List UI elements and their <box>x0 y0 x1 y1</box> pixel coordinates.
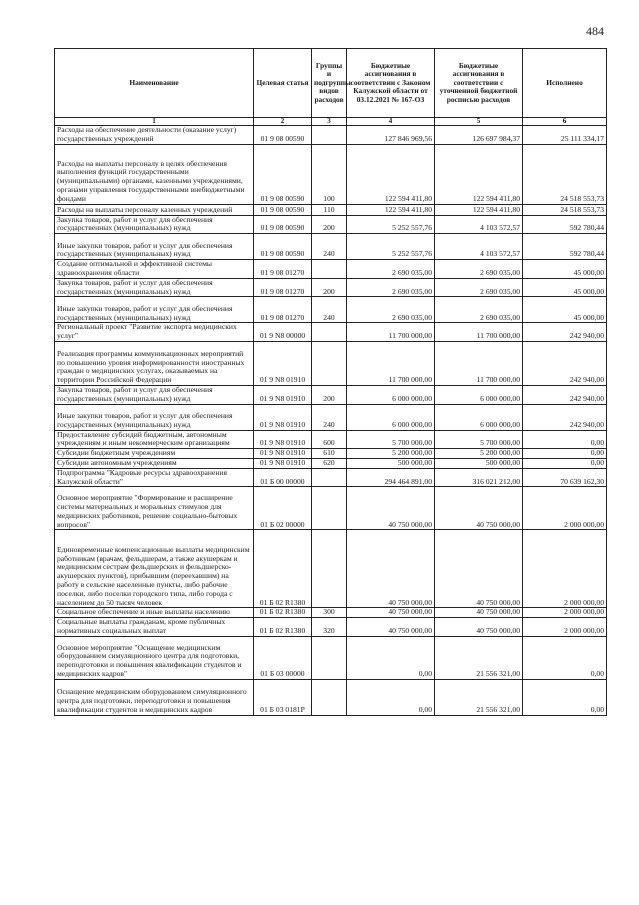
expense-group-cell: 200 <box>312 385 347 404</box>
executed-cell: 25 111 334,17 <box>523 126 607 145</box>
row-name-cell: Закупка товаров, работ и услуг для обеспечения государственных (муниципальных) нужд <box>55 278 254 297</box>
law-allocation-cell: 127 846 969,56 <box>347 126 435 145</box>
executed-cell: 2 000 000,00 <box>523 530 607 608</box>
expense-group-cell: 110 <box>312 204 347 215</box>
target-article-cell: 01 9 08 00590 <box>254 144 312 204</box>
updated-allocation-cell: 40 750 000,00 <box>435 487 523 530</box>
expense-group-cell: 100 <box>312 144 347 204</box>
updated-allocation-cell: 5 700 000,00 <box>435 430 523 449</box>
row-name-cell: Закупка товаров, работ и услуг для обеспечения государственных (муниципальных) нужд <box>55 385 254 404</box>
executed-cell: 45 000,00 <box>523 260 607 279</box>
column-number: 6 <box>523 118 607 126</box>
expense-group-cell <box>312 126 347 145</box>
executed-cell: 0,00 <box>523 449 607 459</box>
target-article-cell: 01 Б 02 R1380 <box>254 530 312 608</box>
table-row <box>55 487 607 530</box>
header-updated-allocations: Бюджетные ассигнования в соответствии с уточненной бюджетной росписью расходов <box>435 49 523 118</box>
executed-cell: 2 000 000,00 <box>523 487 607 530</box>
expense-group-cell <box>312 341 347 385</box>
law-allocation-cell: 122 594 411,80 <box>347 204 435 215</box>
executed-cell: 592 780,44 <box>523 215 607 234</box>
row-name-cell: Социальное обеспечение и иные выплаты населению <box>55 608 254 618</box>
executed-cell: 24 518 553,73 <box>523 204 607 215</box>
executed-cell: 242 940,00 <box>523 404 607 430</box>
executed-cell: 0,00 <box>523 458 607 468</box>
column-number: 4 <box>347 118 435 126</box>
updated-allocation-cell: 316 021 212,00 <box>435 468 523 487</box>
expense-group-cell <box>312 260 347 279</box>
law-allocation-cell: 5 200 000,00 <box>347 449 435 459</box>
updated-allocation-cell: 40 750 000,00 <box>435 618 523 637</box>
executed-cell: 45 000,00 <box>523 297 607 323</box>
table-row <box>55 297 607 323</box>
target-article-cell: 01 9 N8 01910 <box>254 341 312 385</box>
law-allocation-cell: 2 690 035,00 <box>347 278 435 297</box>
law-allocation-cell: 5 700 000,00 <box>347 430 435 449</box>
column-number: 2 <box>254 118 312 126</box>
row-name-cell: Субсидии бюджетным учреждениям <box>55 449 254 459</box>
row-name-cell: Единовременные компенсационные выплаты медицинским работникам (врачам, фельдшерам, а также акушеркам и медицинским сестрам фельдшерских и фельдшерско-акушерских пунктов), прибывшим (переехавшим) на работу в сельские населенные пункты, либо рабочие поселки, либо поселки городского типа, либо города с населением до 50 тысяч человек <box>55 530 254 608</box>
executed-cell: 592 780,44 <box>523 234 607 260</box>
table-row <box>55 323 607 342</box>
target-article-cell: 01 Б 02 R1380 <box>254 618 312 637</box>
updated-allocation-cell: 2 690 035,00 <box>435 297 523 323</box>
target-article-cell: 01 9 08 01270 <box>254 278 312 297</box>
target-article-cell: 01 9 N8 01910 <box>254 404 312 430</box>
updated-allocation-cell: 4 103 572,57 <box>435 215 523 234</box>
row-name-cell: Предоставление субсидий бюджетным, автономным учреждениям и иным некоммерческим организациям <box>55 430 254 449</box>
table-row <box>55 458 607 468</box>
executed-cell: 2 000 000,00 <box>523 618 607 637</box>
column-number: 1 <box>55 118 254 126</box>
updated-allocation-cell: 6 000 000,00 <box>435 404 523 430</box>
updated-allocation-cell: 40 750 000,00 <box>435 530 523 608</box>
row-name-cell: Реализация программы коммуникационных мероприятий по повышению уровня информированности иностранных граждан о медицинских услугах, оказываемых на территории Российской Федерации <box>55 341 254 385</box>
table-row <box>55 204 607 215</box>
row-name-cell: Социальные выплаты гражданам, кроме публичных нормативных социальных выплат <box>55 618 254 637</box>
executed-cell: 242 940,00 <box>523 385 607 404</box>
law-allocation-cell: 6 000 000,00 <box>347 404 435 430</box>
table-row <box>55 144 607 204</box>
law-allocation-cell: 0,00 <box>347 679 435 715</box>
expense-group-cell <box>312 636 347 679</box>
expense-group-cell <box>312 323 347 342</box>
row-name-cell: Иные закупки товаров, работ и услуг для обеспечения государственных (муниципальных) нужд <box>55 234 254 260</box>
row-name-cell: Расходы на обеспечение деятельности (оказание услуг) государственных учреждений <box>55 126 254 145</box>
target-article-cell: 01 9 N8 01910 <box>254 385 312 404</box>
target-article-cell: 01 9 N8 01910 <box>254 430 312 449</box>
row-name-cell: Иные закупки товаров, работ и услуг для обеспечения государственных (муниципальных) нужд <box>55 404 254 430</box>
executed-cell: 242 940,00 <box>523 323 607 342</box>
row-name-cell: Иные закупки товаров, работ и услуг для обеспечения государственных (муниципальных) нужд <box>55 297 254 323</box>
row-name-cell: Региональный проект "Развитие экспорта медицинских услуг" <box>55 323 254 342</box>
law-allocation-cell: 2 690 035,00 <box>347 297 435 323</box>
row-name-cell: Подпрограмма "Кадровые ресурсы здравоохранения Калужской области" <box>55 468 254 487</box>
row-name-cell: Создание оптимальной и эффективной системы здравоохранения области <box>55 260 254 279</box>
header-row <box>55 49 607 118</box>
page-number: 484 <box>586 24 604 38</box>
row-name-cell: Основное мероприятие "Формирование и расширение системы материальных и моральных стимулов для медицинских работников, решение социально-бытовых вопросов" <box>55 487 254 530</box>
table-row <box>55 215 607 234</box>
row-name-cell: Расходы на выплаты персоналу казенных учреждений <box>55 204 254 215</box>
executed-cell: 242 940,00 <box>523 341 607 385</box>
updated-allocation-cell: 11 700 000,00 <box>435 341 523 385</box>
expense-group-cell: 200 <box>312 215 347 234</box>
table-row <box>55 341 607 385</box>
expense-group-cell <box>312 487 347 530</box>
header-executed: Исполнено <box>523 49 607 118</box>
target-article-cell: 01 9 08 00590 <box>254 204 312 215</box>
target-article-cell: 01 9 N8 01910 <box>254 449 312 459</box>
updated-allocation-cell: 40 750 000,00 <box>435 608 523 618</box>
law-allocation-cell: 0,00 <box>347 636 435 679</box>
expense-group-cell <box>312 679 347 715</box>
law-allocation-cell: 40 750 000,00 <box>347 608 435 618</box>
column-number: 5 <box>435 118 523 126</box>
executed-cell: 45 000,00 <box>523 278 607 297</box>
target-article-cell: 01 Б 03 0181P <box>254 679 312 715</box>
law-allocation-cell: 122 594 411,80 <box>347 144 435 204</box>
target-article-cell: 01 9 08 00590 <box>254 234 312 260</box>
law-allocation-cell: 500 000,00 <box>347 458 435 468</box>
table-row <box>55 636 607 679</box>
expense-group-cell <box>312 530 347 608</box>
updated-allocation-cell: 122 594 411,80 <box>435 144 523 204</box>
updated-allocation-cell: 4 103 572,57 <box>435 234 523 260</box>
executed-cell: 0,00 <box>523 679 607 715</box>
table-row <box>55 126 607 145</box>
table-row <box>55 530 607 608</box>
budget-table <box>54 48 607 716</box>
table-row <box>55 404 607 430</box>
law-allocation-cell: 5 252 557,76 <box>347 234 435 260</box>
table-row <box>55 449 607 459</box>
target-article-cell: 01 9 08 00590 <box>254 126 312 145</box>
law-allocation-cell: 40 750 000,00 <box>347 487 435 530</box>
expense-group-cell: 200 <box>312 278 347 297</box>
law-allocation-cell: 2 690 035,00 <box>347 260 435 279</box>
row-name-cell: Оснащение медицинским оборудованием симуляционного центра для подготовки, переподготовки и повышения квалификации студентов и медицинских кадров <box>55 679 254 715</box>
table-row <box>55 385 607 404</box>
header-target-article: Целевая статья <box>254 49 312 118</box>
row-name-cell: Субсидии автономным учреждениям <box>55 458 254 468</box>
target-article-cell: 01 Б 02 R1380 <box>254 608 312 618</box>
table-row <box>55 618 607 637</box>
updated-allocation-cell: 5 200 000,00 <box>435 449 523 459</box>
target-article-cell: 01 Б 00 00000 <box>254 468 312 487</box>
law-allocation-cell: 294 464 891,00 <box>347 468 435 487</box>
law-allocation-cell: 11 700 000,00 <box>347 341 435 385</box>
executed-cell: 0,00 <box>523 636 607 679</box>
updated-allocation-cell: 126 697 984,37 <box>435 126 523 145</box>
updated-allocation-cell: 21 556 321,00 <box>435 679 523 715</box>
executed-cell: 2 000 000,00 <box>523 608 607 618</box>
expense-group-cell: 320 <box>312 618 347 637</box>
table-row <box>55 278 607 297</box>
law-allocation-cell: 40 750 000,00 <box>347 530 435 608</box>
executed-cell: 0,00 <box>523 430 607 449</box>
target-article-cell: 01 9 08 01270 <box>254 297 312 323</box>
table-row <box>55 468 607 487</box>
target-article-cell: 01 9 08 01270 <box>254 260 312 279</box>
target-article-cell: 01 Б 03 00000 <box>254 636 312 679</box>
law-allocation-cell: 5 252 557,76 <box>347 215 435 234</box>
expense-group-cell: 240 <box>312 297 347 323</box>
table-row <box>55 234 607 260</box>
row-name-cell: Закупка товаров, работ и услуг для обеспечения государственных (муниципальных) нужд <box>55 215 254 234</box>
row-name-cell: Основное мероприятие "Оснащение медицинским оборудованием симуляционного центра для подготовки, переподготовки и повышения квалификации студентов и медицинских кадров" <box>55 636 254 679</box>
executed-cell: 70 639 162,30 <box>523 468 607 487</box>
target-article-cell: 01 9 N8 01910 <box>254 458 312 468</box>
expense-group-cell: 610 <box>312 449 347 459</box>
target-article-cell: 01 9 N8 00000 <box>254 323 312 342</box>
target-article-cell: 01 9 08 00590 <box>254 215 312 234</box>
expense-group-cell <box>312 468 347 487</box>
expense-group-cell: 600 <box>312 430 347 449</box>
updated-allocation-cell: 11 700 000,00 <box>435 323 523 342</box>
updated-allocation-cell: 122 594 411,80 <box>435 204 523 215</box>
updated-allocation-cell: 2 690 035,00 <box>435 260 523 279</box>
updated-allocation-cell: 500 000,00 <box>435 458 523 468</box>
executed-cell: 24 518 553,73 <box>523 144 607 204</box>
updated-allocation-cell: 21 556 321,00 <box>435 636 523 679</box>
header-law-allocations: Бюджетные ассигнования в соответствии с Законом Калужской области от 03.12.2021 № 167-ОЗ <box>347 49 435 118</box>
header-expense-group: Группы и подгруппы видов расходов <box>312 49 347 118</box>
law-allocation-cell: 6 000 000,00 <box>347 385 435 404</box>
header-name: Наименование <box>55 49 254 118</box>
expense-group-cell: 620 <box>312 458 347 468</box>
expense-group-cell: 240 <box>312 404 347 430</box>
table-row <box>55 679 607 715</box>
table-row <box>55 430 607 449</box>
table-row <box>55 260 607 279</box>
updated-allocation-cell: 6 000 000,00 <box>435 385 523 404</box>
law-allocation-cell: 11 700 000,00 <box>347 323 435 342</box>
target-article-cell: 01 Б 02 00000 <box>254 487 312 530</box>
law-allocation-cell: 40 750 000,00 <box>347 618 435 637</box>
row-name-cell: Расходы на выплаты персоналу в целях обеспечения выполнения функций государственными (муниципальными) органами, казенными учреждениями, органами управления государственными внебюджетными фондами <box>55 144 254 204</box>
expense-group-cell: 300 <box>312 608 347 618</box>
column-number: 3 <box>312 118 347 126</box>
updated-allocation-cell: 2 690 035,00 <box>435 278 523 297</box>
expense-group-cell: 240 <box>312 234 347 260</box>
